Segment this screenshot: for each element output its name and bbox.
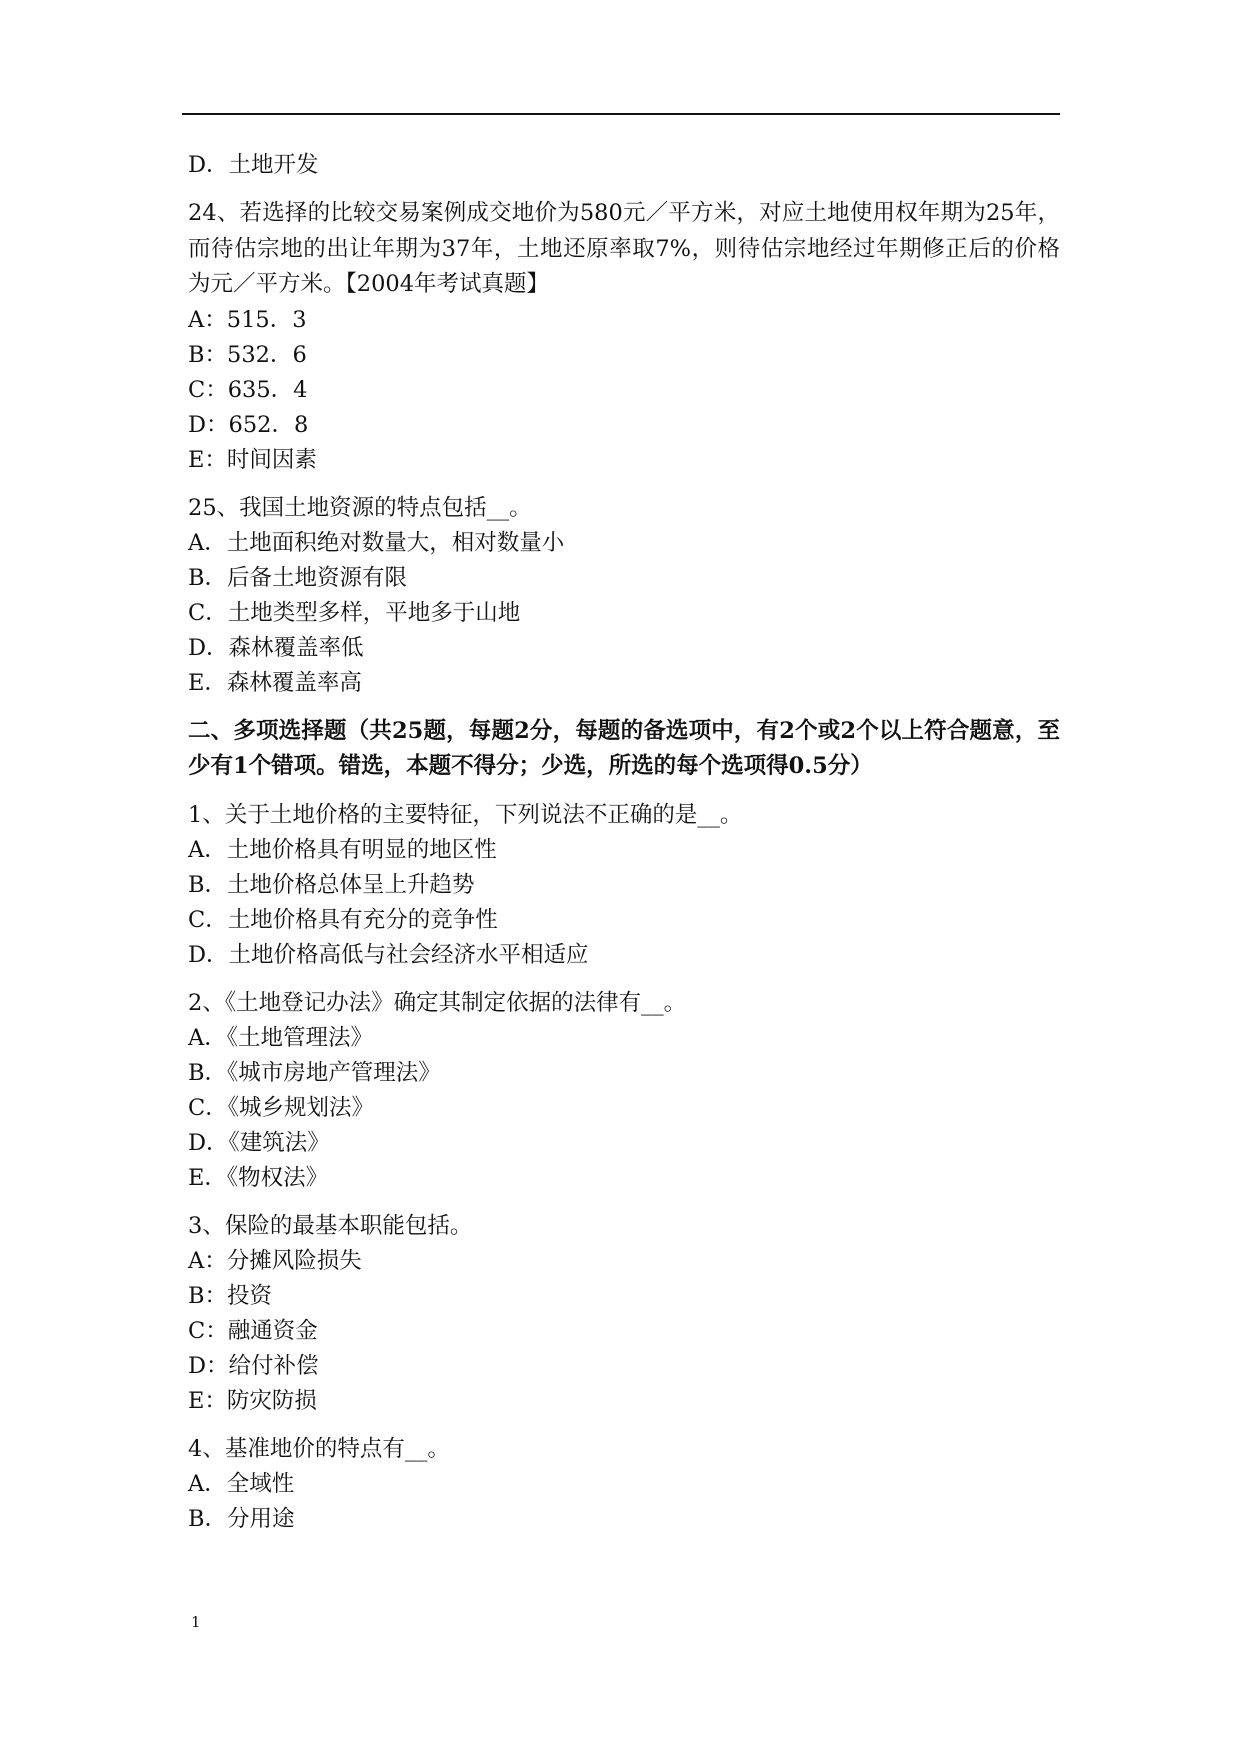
option-line: A：515．3	[188, 306, 307, 333]
option-line: E．森林覆盖率高	[188, 669, 362, 696]
document-body	[188, 148, 1060, 1537]
question-4-stem: 4、基准地价的特点有__。	[188, 1435, 450, 1462]
option-line: C．《城乡规划法》	[188, 1094, 374, 1121]
option-line: A．《土地管理法》	[188, 1024, 373, 1051]
question-25-stem: 25、我国土地资源的特点包括__。	[188, 494, 532, 521]
section-heading-multiple-choice: 二、多项选择题（共25题，每题2分，每题的备选项中，有2个或2个以上符合题意，至少有1个错项。错选，本题不得分；少选，所选的每个选项得0.5分）	[188, 717, 1060, 779]
option-line: C．土地类型多样，平地多于山地	[188, 599, 521, 626]
question-24-stem: 24、若选择的比较交易案例成交地价为580元／平方米，对应土地使用权年期为25年，而待估宗地的出让年期为37年，土地还原率取7%，则待估宗地经过年期修正后的价格为元／平方米。【2004年考试真题】	[188, 200, 1060, 297]
option-line: A：分摊风险损失	[188, 1247, 362, 1274]
option-line: B．分用途	[188, 1505, 295, 1532]
option-line: D．森林覆盖率低	[188, 634, 364, 661]
option-line: D．土地开发	[188, 152, 319, 178]
option-line: B：投资	[188, 1282, 273, 1309]
header-rule	[182, 113, 1060, 115]
option-line: C：635．4	[188, 376, 308, 403]
page-number: 1	[191, 1613, 201, 1631]
option-line: D：给付补偿	[188, 1352, 319, 1379]
question-1-stem: 1、关于土地价格的主要特征，下列说法不正确的是__。	[188, 801, 743, 828]
option-line: B．后备土地资源有限	[188, 564, 408, 591]
option-line: B．土地价格总体呈上升趋势	[188, 871, 475, 898]
option-line: A．土地面积绝对数量大，相对数量小	[188, 529, 565, 556]
option-line: E：时间因素	[188, 446, 317, 473]
option-line: B：532．6	[188, 341, 307, 368]
option-line: C．土地价格具有充分的竞争性	[188, 906, 498, 933]
option-line: D．《建筑法》	[188, 1129, 330, 1156]
option-line: B．《城市房地产管理法》	[188, 1059, 441, 1086]
question-3-stem: 3、保险的最基本职能包括。	[188, 1212, 473, 1239]
option-line: A．土地价格具有明显的地区性	[188, 836, 497, 863]
option-line: D：652．8	[188, 411, 309, 438]
option-line: E．《物权法》	[188, 1164, 329, 1191]
option-line: C：融通资金	[188, 1317, 318, 1344]
option-line: D．土地价格高低与社会经济水平相适应	[188, 941, 589, 968]
question-2-stem: 2、《土地登记办法》确定其制定依据的法律有__。	[188, 989, 687, 1016]
option-line: A．全域性	[188, 1470, 295, 1497]
option-line: E：防灾防损	[188, 1387, 317, 1414]
